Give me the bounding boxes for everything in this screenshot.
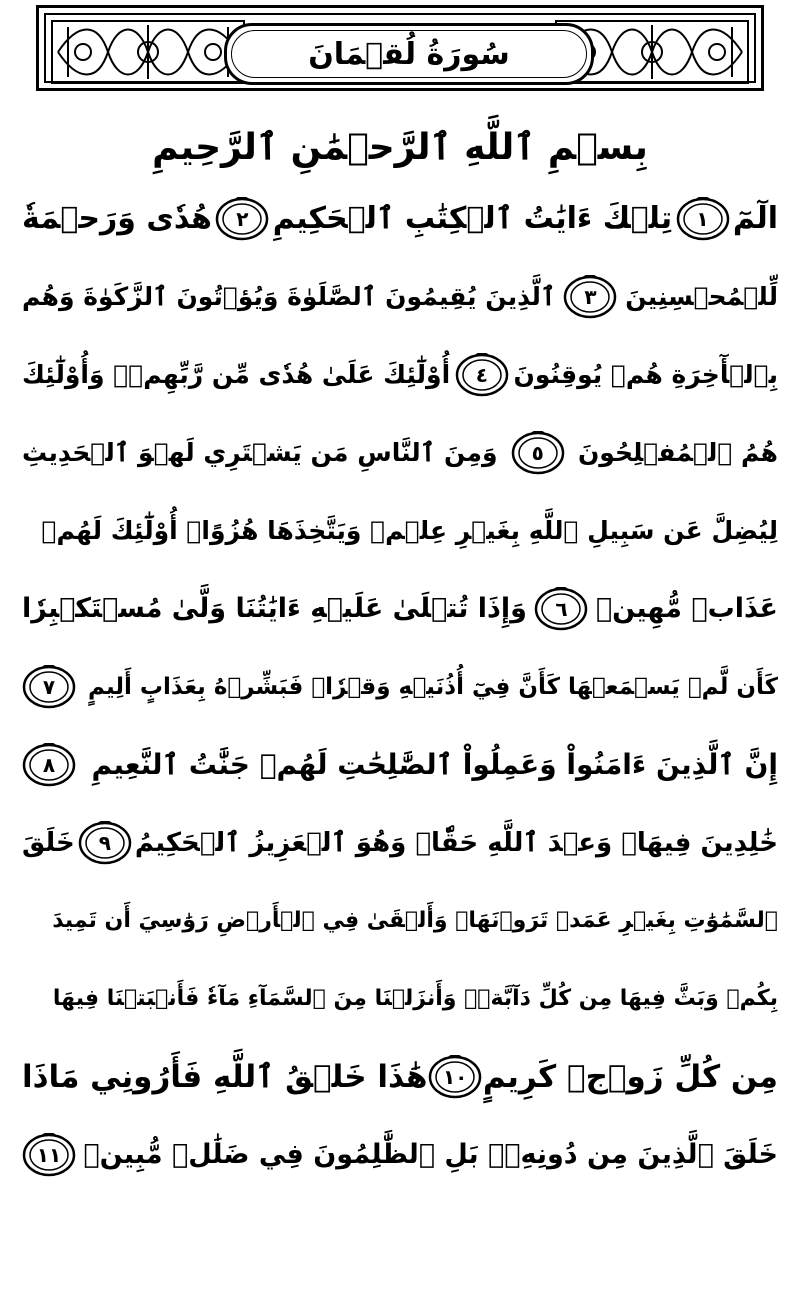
surah-header-inner-frame [44, 13, 756, 83]
ayah-number: ١ [696, 207, 709, 231]
verse-text: لِّلۡمُحۡسِنِينَ [625, 282, 778, 311]
verse-text: مِن كُلِّ زَوۡجٖ كَرِيمٍ [482, 1059, 778, 1095]
surah-title: سُورَةُ لُقۡمَانَ [308, 36, 510, 72]
ayah-number-marker [22, 743, 76, 787]
verse-line [22, 414, 778, 492]
verse-text: خَٰلِدِينَ فِيهَاۖ وَعۡدَ ٱللَّهِ حَقّٗاۚ وَهُوَ ٱلۡعَزِيزُ ٱلۡحَكِيمُ [134, 828, 778, 858]
verse-text: الٓمٓ [732, 201, 778, 236]
verse-line [22, 492, 778, 570]
surah-name-cartouche [224, 23, 594, 85]
ayah-number: ٢ [236, 207, 249, 231]
ayah-number-marker [22, 1133, 76, 1177]
ayah-number: ١٠ [442, 1065, 468, 1089]
ayah-number-marker [455, 353, 509, 397]
verse-line [22, 960, 778, 1038]
ayah-number: ٩ [98, 831, 111, 855]
verse-line [22, 1038, 778, 1116]
verse-line [22, 882, 778, 960]
ayah-number: ٥ [531, 441, 544, 465]
verse-line [22, 336, 778, 414]
left-ornament-icon [48, 17, 248, 87]
verse-line [22, 258, 778, 336]
ayah-number: ٤ [475, 363, 488, 387]
verse-text: أُوْلَٰٓئِكَ عَلَىٰ هُدٗى مِّن رَّبِّهِمۡۖ وَأُوْلَٰٓئِكَ [22, 360, 451, 389]
ayah-number-marker [534, 587, 588, 631]
ayah-number: ٦ [555, 597, 568, 621]
verse-text: كَأَن لَّمۡ يَسۡمَعۡهَا كَأَنَّ فِيٓ أُذُنَيۡهِ وَقۡرٗاۖ فَبَشِّرۡهُ بِعَذَابٍ أَلِيمٍ [87, 674, 778, 700]
ayah-number: ١١ [36, 1143, 62, 1167]
ayah-number: ٨ [42, 753, 56, 777]
verse-text: وَمِنَ ٱلنَّاسِ مَن يَشۡتَرِي لَهۡوَ ٱلۡحَدِيثِ [22, 438, 498, 467]
verse-text: إِنَّ ٱلَّذِينَ ءَامَنُواْ وَعَمِلُواْ ٱلصَّٰلِحَٰتِ لَهُمۡ جَنَّٰتُ ٱلنَّعِيمِ [91, 748, 778, 781]
ayah-number: ٧ [42, 675, 56, 699]
verse-text: عَذَابٞ مُّهِينٞ [595, 593, 778, 624]
verse-line [22, 726, 778, 804]
verse-text: هُدٗى وَرَحۡمَةٗ [22, 201, 212, 236]
verse-text: بِٱلۡأٓخِرَةِ هُمۡ يُوقِنُونَ [513, 360, 778, 389]
verse-text: ٱلسَّمَٰوَٰتِ بِغَيۡرِ عَمَدٖ تَرَوۡنَهَاۖ وَأَلۡقَىٰ فِي ٱلۡأَرۡضِ رَوَٰسِيَ أَن تَمِيدَ [52, 908, 778, 933]
basmala: بِسۡمِ ٱللَّهِ ٱلرَّحۡمَٰنِ ٱلرَّحِيمِ [152, 127, 648, 168]
surah-header [36, 5, 764, 91]
verse-text: خَلَقَ ٱلَّذِينَ مِن دُونِهِۦۚ بَلِ ٱلظَّٰلِمُونَ فِي ضَلَٰلٖ مُّبِينٖ [83, 1139, 778, 1170]
ayah-number-marker [215, 197, 269, 241]
verse-line [22, 180, 778, 258]
verse-lines [22, 180, 778, 1194]
ayah-number: ٣ [584, 285, 597, 309]
verse-text: بِكُمۡ وَبَثَّ فِيهَا مِن كُلِّ دَآبَّةٖۚ وَأَنزَلۡنَا مِنَ ٱلسَّمَآءِ مَآءٗ فَأَنۢبَتۡنَا فِيهَا [52, 986, 778, 1011]
ayah-number-marker [676, 197, 730, 241]
ayah-number-marker [22, 665, 76, 709]
ayah-number-marker [78, 821, 132, 865]
verse-line [22, 804, 778, 882]
verse-text: وَإِذَا تُتۡلَىٰ عَلَيۡهِ ءَايَٰتُنَا وَلَّىٰ مُسۡتَكۡبِرٗا [22, 593, 527, 624]
verse-line [22, 648, 778, 726]
verse-line [22, 570, 778, 648]
verse-text: تِلۡكَ ءَايَٰتُ ٱلۡكِتَٰبِ ٱلۡحَكِيمِ [272, 201, 673, 236]
verse-line [22, 1116, 778, 1194]
ayah-number-marker [563, 275, 617, 319]
verse-text: هُمُ ٱلۡمُفۡلِحُونَ [577, 438, 778, 467]
verse-text: لِيُضِلَّ عَن سَبِيلِ ٱللَّهِ بِغَيۡرِ عِلۡمٖ وَيَتَّخِذَهَا هُزُوًاۚ أُوْلَٰٓئِكَ لَهُمۡ [41, 516, 778, 545]
ayah-number-marker [511, 431, 565, 475]
ayah-number-marker [428, 1055, 482, 1099]
verse-text: خَلَقَ [22, 828, 75, 858]
verse-text: هَٰذَا خَلۡقُ ٱللَّهِ فَأَرُونِي مَاذَا [22, 1059, 428, 1095]
verse-text: ٱلَّذِينَ يُقِيمُونَ ٱلصَّلَوٰةَ وَيُؤۡتُونَ ٱلزَّكَوٰةَ وَهُم [22, 282, 556, 311]
